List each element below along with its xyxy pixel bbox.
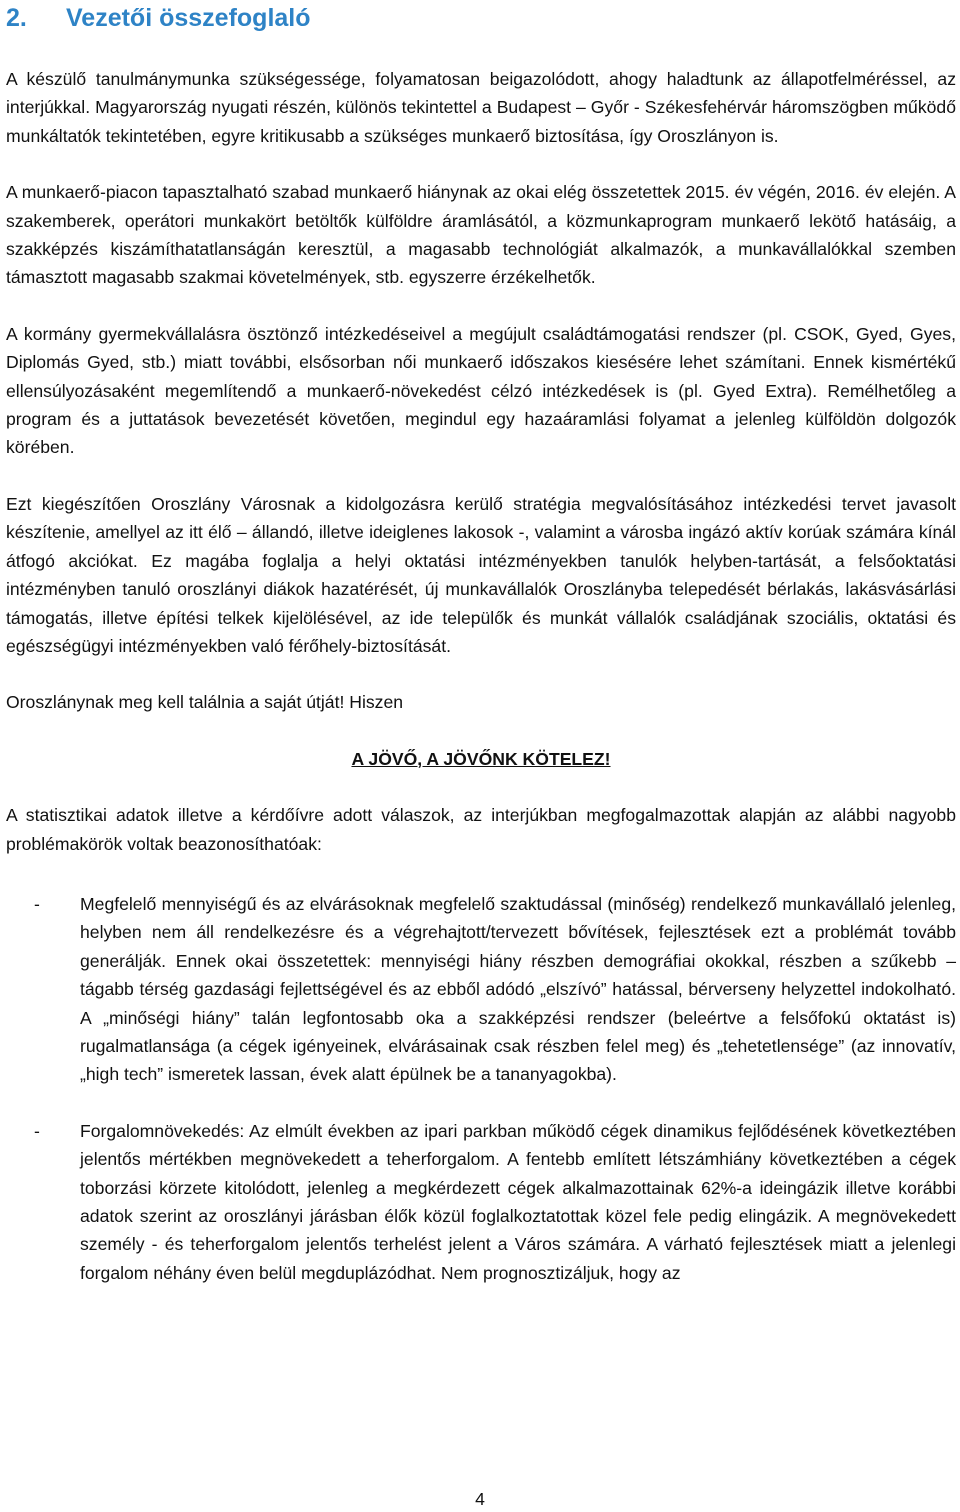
list-item: [6, 890, 956, 1089]
problem-list: [6, 890, 956, 1287]
slogan: A JÖVŐ, A JÖVŐNK KÖTELEZ!: [351, 748, 611, 769]
section-heading: [6, 0, 956, 34]
paragraph-family-support: A kormány gyermekvállalásra ösztönző intézkedéseivel a megújult családtámogatási rendszer (pl. CSOK, Gyed, Gyes, Diplomás Gyed, stb.) miatt további, elsősorban női munkaerő időszakos kiesésére lehet számítani. Ennek kismértékű ellensúlyozásaként megemlítendő a munkaerő-növekedést célzó intézkedések is (pl. Gyed Extra). Remélhetőleg a program és a juttatások bevezetését követően, megindul egy hazaáramlási folyamat a jelenleg külföldön dolgozók körében.: [6, 323, 956, 458]
bullet-marker: -: [34, 1120, 40, 1141]
section-number: 2.: [6, 4, 27, 32]
list-item: [6, 1117, 956, 1287]
list-item-text: Megfelelő mennyiségű és az elvárásoknak megfelelő szaktudással (minőség) rendelkező munkavállaló jelenleg, helyben nem áll rendelkezésre és a végrehajtott/tervezett bővítések, fejlesztések ezt a problémát tovább generálják. Ennek okai összetettek: mennyiségi hiány részben demográfiai okokkal, részben a szűkebb – tágabb térség gazdasági fejlettségével és az ebből adódó „elszívó” hatással, bérverseny helyzettel indokolható. A „minőségi hiány” talán legfontosabb oka a szakképzési rendszer (beleértve a felsőfokú oktatást is) rugalmatlansága (a cégek igényeinek, elvárásainak csak részben felel meg) és „tehetetlensége” (az innovatív, „high tech” ismeretek lassan, évek alatt épülnek be a tananyagokba).: [80, 893, 956, 1085]
paragraph-action-plan: Ezt kiegészítően Oroszlány Városnak a kidolgozásra kerülő stratégia megvalósításához intézkedési tervet javasolt készítenie, amellyel az itt élő – állandó, illetve ideiglenes lakosok -, valamint a városba ingázó aktív korúak számára kínál átfogó akciókat. Ez magába foglalja a helyi oktatási intézményekben tanulók helyben-tartását, a felsőoktatási intézményben tanuló oroszlányi diákok hazatérését, új munkavállalók Oroszlányba telepedését bérlakás, lakásvásárlási támogatás, illetve építési telkek kijelölésével, az ide települők és munkát vállalók családjának szociális, oktatási és egészségügyi intézményekben való férőhely-biztosítását.: [6, 493, 956, 656]
list-item-text: Forgalomnövekedés: Az elmúlt években az ipari parkban működő cégek dinamikus fejlődésének következtében jelentős mértékben megnövekedett a teherforgalom. A fentebb említett létszámhiány következtében a cégek toborzási körzete kitolódott, jelenleg a megkérdezett cégek alkalmazottainak 62%-a ideingázik illetve korábbi adatok szerint az oroszlányi járásban élők közül foglalkoztatottak közel fele pedig elingázik. A megnövekedett személy - és teherforgalom jelentős terhelést jelent a Város számára. A várható fejlesztések miatt a jelenlegi forgalom néhány éven belül megduplázódhat. Nem prognosztizáljuk, hogy az: [80, 1120, 956, 1283]
paragraph-own-path: Oroszlánynak meg kell találnia a saját útját! Hiszen: [6, 692, 404, 713]
bullet-marker: -: [34, 893, 40, 914]
page-number: 4: [475, 1489, 485, 1509]
document-page: [6, 0, 956, 1315]
paragraph-problems-intro: A statisztikai adatok illetve a kérdőívre adott válaszok, az interjúkban megfogalmazottak alapján az alábbi nagyobb problémakörök voltak beazonosíthatóak:: [6, 805, 956, 854]
paragraph-labour-market: A munkaerő-piacon tapasztalható szabad munkaerő hiánynak az okai elég összetettek 2015. év végén, 2016. év elején. A szakemberek, operátori munkakört betöltők külföldre áramlásától, a közmunkaprogram munkaerő lekötő hatásáig, a szakképzés kiszámíthatatlanságán keresztül, a magasabb technológiát alkalmazók, a munkavállalókkal szemben támasztott magasabb szakmai követelmények, stb. egyszerre érzékelhetők.: [6, 182, 956, 288]
section-title: Vezetői összefoglaló: [66, 4, 311, 32]
paragraph-intro: A készülő tanulmánymunka szükségessége, folyamatosan beigazolódott, ahogy haladtunk az állapotfelméréssel, az interjúkkal. Magyarország nyugati részén, különös tekintettel a Budapest – Győr - Székesfehérvár háromszögben működő munkáltatók tekintetében, egyre kritikusabb a szükséges munkaerő biztosítása, így Oroszlányon is.: [6, 69, 956, 146]
